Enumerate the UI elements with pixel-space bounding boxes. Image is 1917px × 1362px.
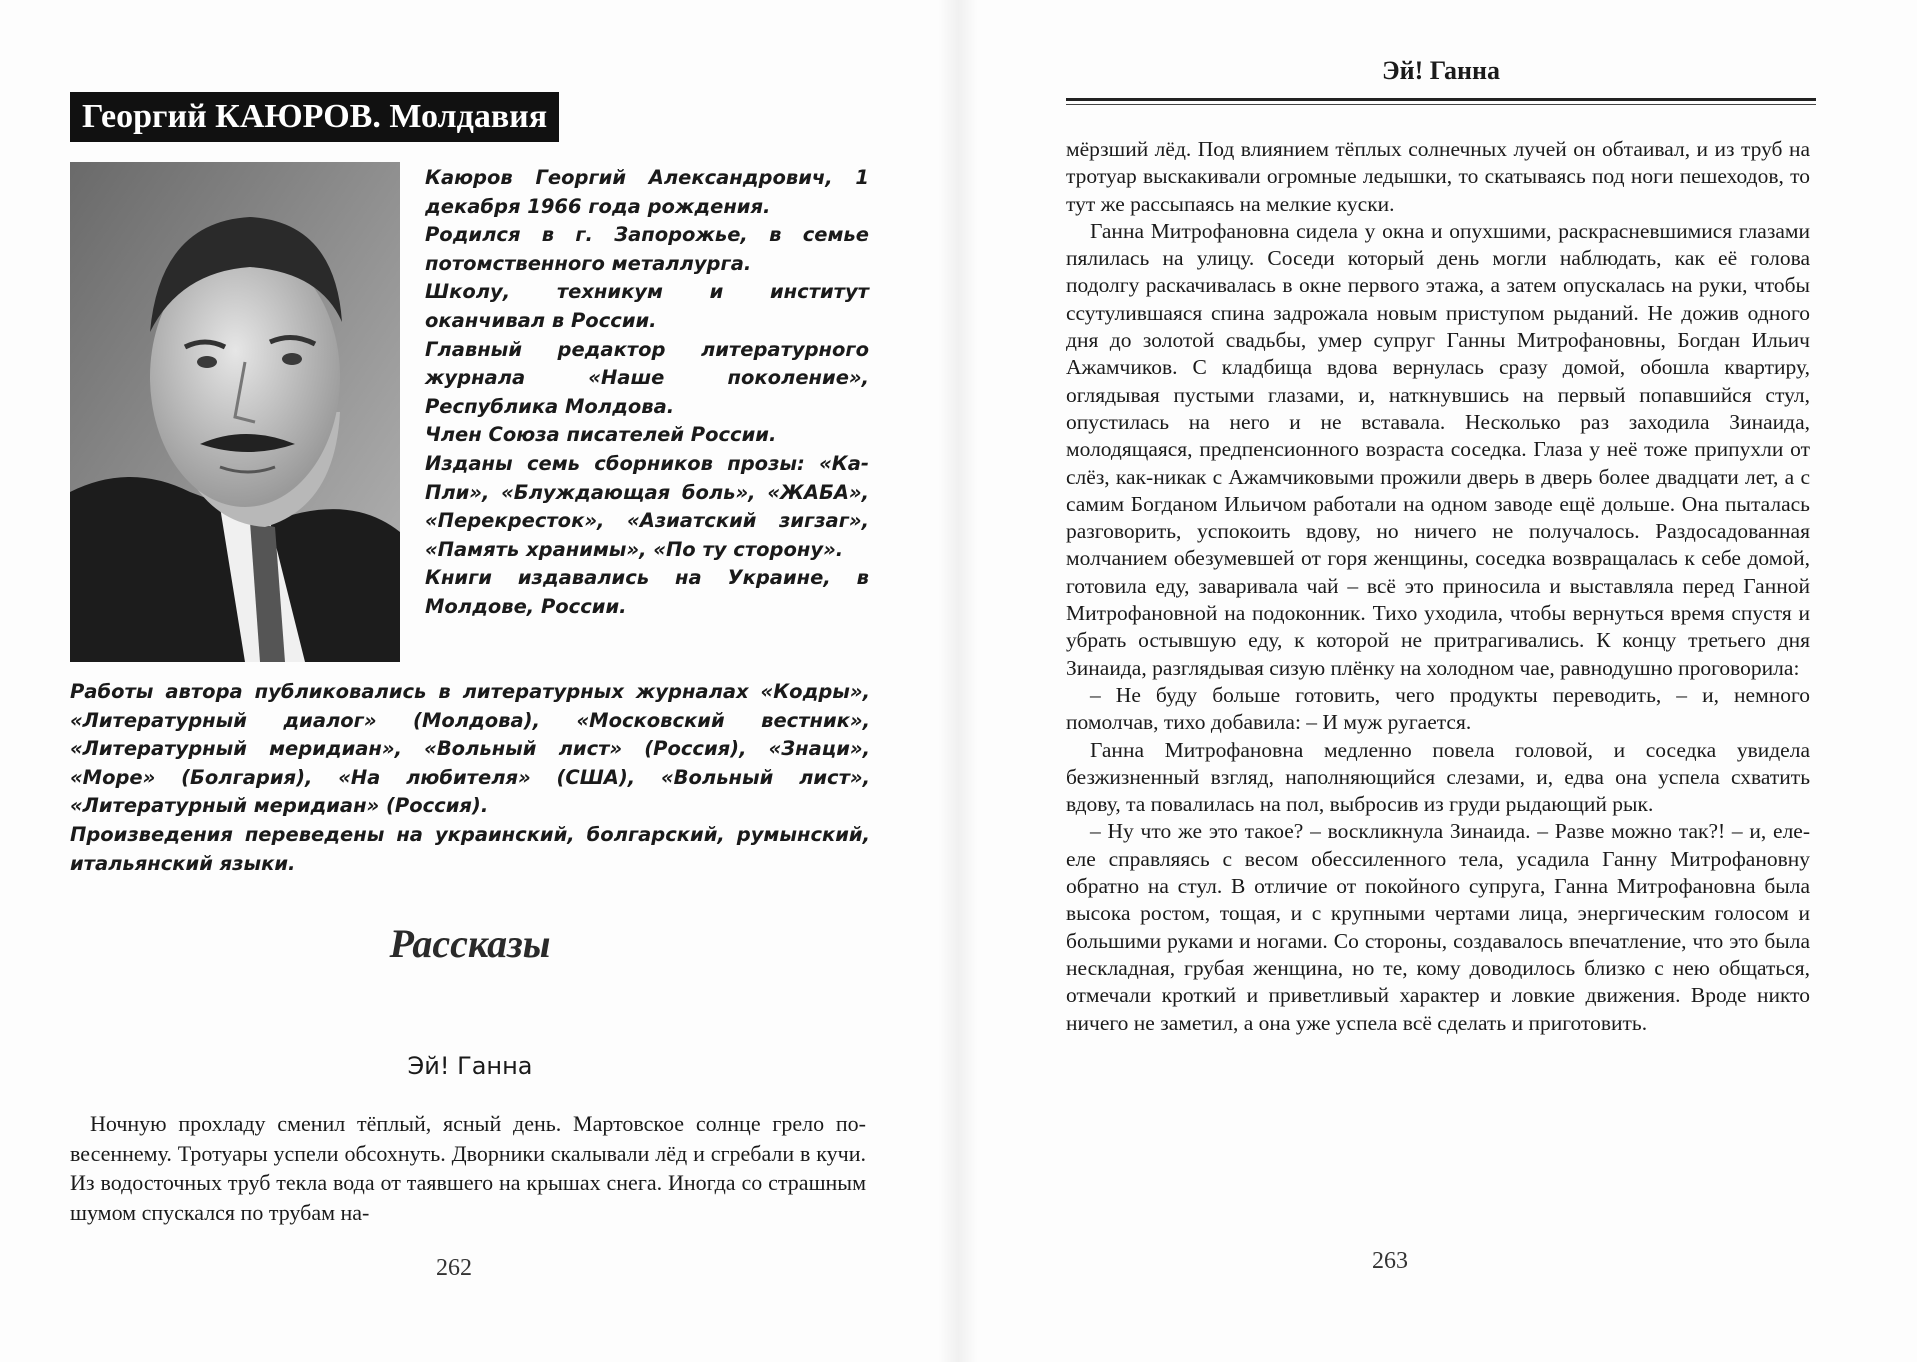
author-heading: Георгий КАЮРОВ. Молдавия bbox=[70, 92, 559, 142]
header-rule bbox=[1066, 98, 1816, 101]
left-page bbox=[0, 0, 958, 1362]
story-paragraph: – Ну что же это такое? – воскликнула Зинаида. – Разве можно так?! – и, еле-еле справляясь с весом обессиленного тела, усадила Ганну Митрофановну обратно на стул. В отличие от покойного супруга, Ганна Митрофановна была высока ростом, тощая, и с крупными чертами лица, энергическим голосом и большими руками и ногами. Со стороны, создавалось впечатление, что это была нескладная, грубая женщина, но те, кому доводилось близко с нею общаться, отмечали кроткий и приветливый характер и ловкие движения. Вроде никто ничего не заметил, а она уже успела всё сделать и приготовить. bbox=[1066, 819, 1810, 1035]
bio-line: Каюров Георгий Александрович, 1 декабря 1966 года рождения. bbox=[425, 166, 869, 218]
bio-line: Родился в г. Запорожье, в семье потомственного металлурга. bbox=[425, 223, 869, 275]
header-rule-thin bbox=[1066, 104, 1816, 105]
section-heading: Рассказы bbox=[389, 921, 551, 966]
bio-translations: Произведения переведены на украинский, болгарский, румынский, итальянский языки. bbox=[70, 822, 870, 875]
story-paragraph: Ночную прохладу сменил тёплый, ясный день. Мартовское солнце грело по-весеннему. Тротуары успели обсохнуть. Дворники скалывали лёд и сгребали в кучи. Из водосточных труб текла вода от таявшего на крышах снега. Иногда со страшным шумом спускался по трубам на- bbox=[70, 1111, 866, 1225]
bio-line: Изданы семь сборников прозы: «Ка-Пли», «Блуждающая боль», «ЖАБА», «Перекресток», «Азиатский зигзаг», «Память хранимы», «По ту сторону». bbox=[425, 451, 869, 561]
bio-line: Член Союза писателей России. bbox=[425, 423, 777, 447]
story-text-right bbox=[1066, 136, 1810, 1037]
right-page bbox=[958, 0, 1917, 1362]
page-number-left: 262 bbox=[436, 1255, 472, 1281]
author-bio-bottom bbox=[70, 678, 870, 878]
bio-line: Главный редактор литературного журнала «Наше поколение», Республика Молдова. bbox=[425, 337, 869, 418]
story-paragraph: – Не буду больше готовить, чего продукты переводить, – и, немного помолчав, тихо добавила: – И муж ругается. bbox=[1066, 682, 1810, 735]
author-portrait-image bbox=[70, 162, 400, 662]
author-bio-side bbox=[425, 164, 869, 622]
running-head: Эй! Ганна bbox=[1382, 56, 1500, 85]
bio-line: Книги издавались на Украине, в Молдове, России. bbox=[425, 566, 869, 618]
story-text-left bbox=[70, 1109, 866, 1227]
story-paragraph: мёрзший лёд. Под влиянием тёплых солнечных лучей он обтаивал, и из труб на тротуар выскакивали огромные ледышки, то скатываясь под ноги пешеходов, то тут же рассыпаясь на мелкие куски. bbox=[1066, 137, 1810, 216]
story-title: Эй! Ганна bbox=[407, 1052, 533, 1080]
author-photo bbox=[70, 162, 400, 662]
bio-publications: Работы автора публиковались в литературных журналах «Кодры», «Литературный диалог» (Молдова), «Московский вестник», «Литературный меридиан», «Вольный лист» (Россия), «Знаци», «Море» (Болгария), «На любителя» (США), «Вольный лист», «Литературный меридиан» (Россия). bbox=[70, 680, 870, 818]
story-paragraph: Ганна Митрофановна сидела у окна и опухшими, раскрасневшимися глазами пялилась на улицу. Соседи который день могли наблюдать, как её голова подолгу раскачивалась в окне первого этажа, а затем опускалась на руки, чтобы ссутулившаяся спина задрожала новым приступом рыданий. Не дожив одного дня до золотой свадьбы, умер супруг Ганны Митрофановны, Богдан Ильич Ажамчиков. С кладбища вдова вернулась сразу домой, обошла квартиру, оглядывая пустыми глазами, и, наткнувшись на первый попавшийся стул, опустилась на него и не вставала. Несколько раз заходила Зинаида, молодящаяся, предпенсионного возраста соседка. Глаза у неё тоже припухли от слёз, как-никак с Ажамчиковыми прожили дверь в дверь более двадцати лет, а с самим Богданом Ильичом работали на одном заводе ещё дольше. Она пыталась разговорить, успокоить вдову, но ничего не получалось. Раздосадованная молчанием обезумевшей от горя женщины, соседка возвращалась к себе домой, готовила еду, заваривала чай – всё это приносила и выставляла перед Ганной Митрофановной на подоконник. Тихо уходила, чтобы вернуться время спустя и убрать остывшую еду, к которой не притрагивались. К концу третьего дня Зинаида, разглядывая сизую плёнку на холодном чае, равнодушно проговорила: bbox=[1066, 218, 1810, 680]
page-number-right: 263 bbox=[1372, 1248, 1408, 1274]
story-paragraph: Ганна Митрофановна медленно повела головой, и соседка увидела безжизненный взгляд, наполняющийся слезами, и, едва она успела схватить вдову, та повалилась на пол, выбросив из груди рыдающий рык. bbox=[1066, 737, 1810, 817]
bio-line: Школу, техникум и институт оканчивал в России. bbox=[425, 280, 869, 332]
